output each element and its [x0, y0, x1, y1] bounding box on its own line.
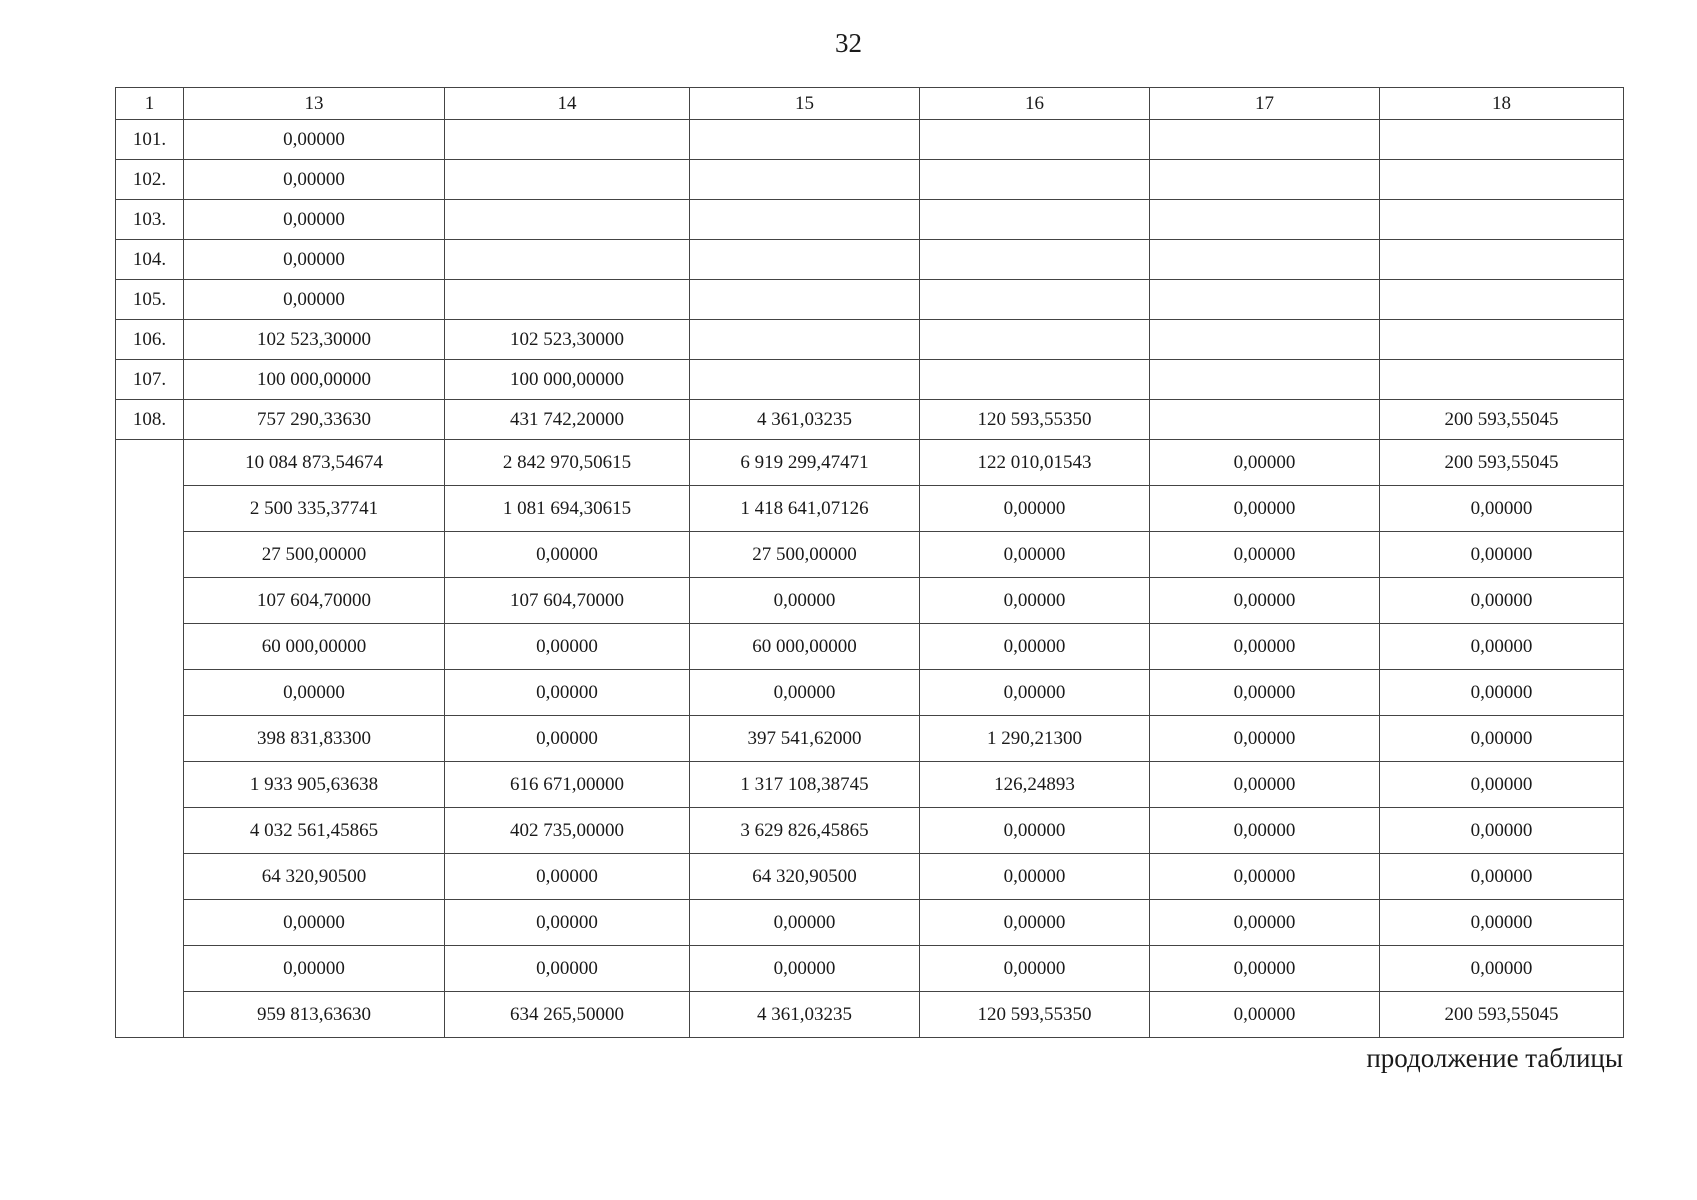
table-cell — [920, 360, 1150, 400]
row-number-cell: 101. — [116, 120, 184, 160]
header-cell: 15 — [690, 88, 920, 120]
table-cell: 1 290,21300 — [920, 716, 1150, 762]
table-row — [116, 578, 1624, 624]
table-cell: 0,00000 — [445, 716, 690, 762]
table-cell: 200 593,55045 — [1380, 440, 1624, 486]
table-cell — [445, 240, 690, 280]
table-cell — [1150, 200, 1380, 240]
table-cell — [1380, 280, 1624, 320]
table-cell: 27 500,00000 — [184, 532, 445, 578]
table-cell: 1 933 905,63638 — [184, 762, 445, 808]
table-cell: 4 361,03235 — [690, 992, 920, 1038]
table-cell: 0,00000 — [1380, 900, 1624, 946]
table-cell: 0,00000 — [1150, 532, 1380, 578]
table-cell: 1 081 694,30615 — [445, 486, 690, 532]
table-cell: 100 000,00000 — [184, 360, 445, 400]
table-cell: 0,00000 — [184, 160, 445, 200]
table-cell: 64 320,90500 — [184, 854, 445, 900]
table-row — [116, 240, 1624, 280]
table-cell — [690, 240, 920, 280]
table-row — [116, 532, 1624, 578]
table-row — [116, 160, 1624, 200]
table-cell: 0,00000 — [1380, 578, 1624, 624]
table-cell: 4 361,03235 — [690, 400, 920, 440]
table-cell — [690, 320, 920, 360]
table-cell: 0,00000 — [920, 808, 1150, 854]
table-cell — [690, 160, 920, 200]
table-cell: 634 265,50000 — [445, 992, 690, 1038]
table-row — [116, 280, 1624, 320]
table-cell — [1150, 280, 1380, 320]
table-cell — [1150, 160, 1380, 200]
table-cell: 0,00000 — [1150, 992, 1380, 1038]
table-cell: 0,00000 — [920, 946, 1150, 992]
table-cell: 0,00000 — [184, 120, 445, 160]
table-cell: 120 593,55350 — [920, 400, 1150, 440]
table-cell — [445, 200, 690, 240]
table-cell: 0,00000 — [920, 578, 1150, 624]
table-cell: 0,00000 — [445, 900, 690, 946]
table-cell: 0,00000 — [445, 532, 690, 578]
table-cell: 0,00000 — [184, 200, 445, 240]
table-cell: 397 541,62000 — [690, 716, 920, 762]
table-cell: 0,00000 — [920, 624, 1150, 670]
table-row — [116, 486, 1624, 532]
header-cell: 16 — [920, 88, 1150, 120]
table-cell: 959 813,63630 — [184, 992, 445, 1038]
table-cell: 4 032 561,45865 — [184, 808, 445, 854]
table-row — [116, 946, 1624, 992]
header-cell: 1 — [116, 88, 184, 120]
table-cell — [1380, 120, 1624, 160]
table-cell — [690, 200, 920, 240]
table-cell — [920, 320, 1150, 360]
table-cell: 0,00000 — [184, 946, 445, 992]
table-cell: 2 500 335,37741 — [184, 486, 445, 532]
table-cell — [920, 200, 1150, 240]
table-cell: 0,00000 — [1150, 762, 1380, 808]
row-number-cell: 105. — [116, 280, 184, 320]
table-cell — [445, 280, 690, 320]
row-number-cell: 107. — [116, 360, 184, 400]
table-cell — [445, 120, 690, 160]
table-cell — [1150, 240, 1380, 280]
table-row — [116, 716, 1624, 762]
table-cell — [1150, 320, 1380, 360]
table-cell: 0,00000 — [1380, 624, 1624, 670]
table-cell: 757 290,33630 — [184, 400, 445, 440]
table-row — [116, 320, 1624, 360]
table-body — [116, 88, 1624, 1038]
table-row — [116, 400, 1624, 440]
row-number-cell: 106. — [116, 320, 184, 360]
table-cell — [1150, 400, 1380, 440]
table-cell: 10 084 873,54674 — [184, 440, 445, 486]
table-cell — [445, 160, 690, 200]
table-cell — [1380, 320, 1624, 360]
continuation-label: продолжение таблицы — [1366, 1043, 1623, 1073]
table-cell: 2 842 970,50615 — [445, 440, 690, 486]
table-cell: 0,00000 — [690, 900, 920, 946]
table-cell: 64 320,90500 — [690, 854, 920, 900]
table-cell — [920, 280, 1150, 320]
table-cell: 402 735,00000 — [445, 808, 690, 854]
table-cell — [1380, 160, 1624, 200]
table-cell: 0,00000 — [184, 670, 445, 716]
table-row — [116, 992, 1624, 1038]
table-cell: 0,00000 — [690, 946, 920, 992]
table-cell: 0,00000 — [1150, 670, 1380, 716]
table-cell: 431 742,20000 — [445, 400, 690, 440]
table-row — [116, 120, 1624, 160]
table-cell — [690, 120, 920, 160]
table-row — [116, 762, 1624, 808]
header-row — [116, 88, 1624, 120]
table-row — [116, 808, 1624, 854]
table-cell: 0,00000 — [1380, 532, 1624, 578]
table-row — [116, 900, 1624, 946]
header-cell: 18 — [1380, 88, 1624, 120]
table-cell: 200 593,55045 — [1380, 992, 1624, 1038]
table-cell: 6 919 299,47471 — [690, 440, 920, 486]
table-cell: 0,00000 — [920, 900, 1150, 946]
table-cell: 0,00000 — [1150, 716, 1380, 762]
row-number-cell: 104. — [116, 240, 184, 280]
table-cell: 60 000,00000 — [184, 624, 445, 670]
table-cell: 1 418 641,07126 — [690, 486, 920, 532]
table-cell: 0,00000 — [1150, 624, 1380, 670]
header-cell: 14 — [445, 88, 690, 120]
table-cell: 1 317 108,38745 — [690, 762, 920, 808]
table-cell: 0,00000 — [1150, 486, 1380, 532]
table-cell: 616 671,00000 — [445, 762, 690, 808]
table-cell: 0,00000 — [920, 532, 1150, 578]
table-cell: 100 000,00000 — [445, 360, 690, 400]
merged-empty-cell — [116, 440, 184, 1038]
table-cell: 0,00000 — [1380, 946, 1624, 992]
table-row — [116, 854, 1624, 900]
table-cell: 0,00000 — [445, 854, 690, 900]
table-cell: 0,00000 — [1150, 578, 1380, 624]
row-number-cell: 103. — [116, 200, 184, 240]
table-row — [116, 670, 1624, 716]
table-cell — [690, 280, 920, 320]
table-cell: 398 831,83300 — [184, 716, 445, 762]
table-row — [116, 624, 1624, 670]
table-cell — [920, 160, 1150, 200]
table-cell: 0,00000 — [920, 486, 1150, 532]
table-cell: 0,00000 — [690, 578, 920, 624]
table-cell: 0,00000 — [445, 670, 690, 716]
table-cell — [920, 120, 1150, 160]
table-cell: 0,00000 — [1150, 946, 1380, 992]
table-cell: 0,00000 — [184, 900, 445, 946]
page-number: 32 — [835, 28, 862, 58]
table-cell: 120 593,55350 — [920, 992, 1150, 1038]
table-cell: 0,00000 — [445, 946, 690, 992]
table-row — [116, 360, 1624, 400]
table-cell — [1380, 360, 1624, 400]
table-cell: 107 604,70000 — [445, 578, 690, 624]
header-cell: 13 — [184, 88, 445, 120]
table-cell: 0,00000 — [1380, 486, 1624, 532]
table-cell: 0,00000 — [1150, 854, 1380, 900]
table-cell: 0,00000 — [1380, 716, 1624, 762]
table-cell: 3 629 826,45865 — [690, 808, 920, 854]
table-cell — [1150, 360, 1380, 400]
table-row — [116, 440, 1624, 486]
table-cell: 126,24893 — [920, 762, 1150, 808]
table-cell: 0,00000 — [920, 670, 1150, 716]
table-cell: 0,00000 — [690, 670, 920, 716]
table-cell — [1150, 120, 1380, 160]
table-cell: 0,00000 — [1380, 670, 1624, 716]
table-cell — [920, 240, 1150, 280]
data-table — [115, 87, 1624, 1038]
table-cell: 0,00000 — [1380, 762, 1624, 808]
table-cell: 102 523,30000 — [445, 320, 690, 360]
table-cell — [690, 360, 920, 400]
table-cell: 0,00000 — [1150, 440, 1380, 486]
table-cell: 0,00000 — [1380, 808, 1624, 854]
header-cell: 17 — [1150, 88, 1380, 120]
table-cell: 122 010,01543 — [920, 440, 1150, 486]
table-cell: 0,00000 — [184, 240, 445, 280]
table-cell: 0,00000 — [184, 280, 445, 320]
row-number-cell: 108. — [116, 400, 184, 440]
table-cell: 0,00000 — [1150, 900, 1380, 946]
table-cell: 107 604,70000 — [184, 578, 445, 624]
row-number-cell: 102. — [116, 160, 184, 200]
table-cell: 200 593,55045 — [1380, 400, 1624, 440]
table-cell: 27 500,00000 — [690, 532, 920, 578]
table-cell: 102 523,30000 — [184, 320, 445, 360]
table-cell: 60 000,00000 — [690, 624, 920, 670]
table-cell: 0,00000 — [1150, 808, 1380, 854]
table-cell — [1380, 200, 1624, 240]
table-cell: 0,00000 — [445, 624, 690, 670]
table-cell: 0,00000 — [920, 854, 1150, 900]
table-cell: 0,00000 — [1380, 854, 1624, 900]
table-cell — [1380, 240, 1624, 280]
table-row — [116, 200, 1624, 240]
